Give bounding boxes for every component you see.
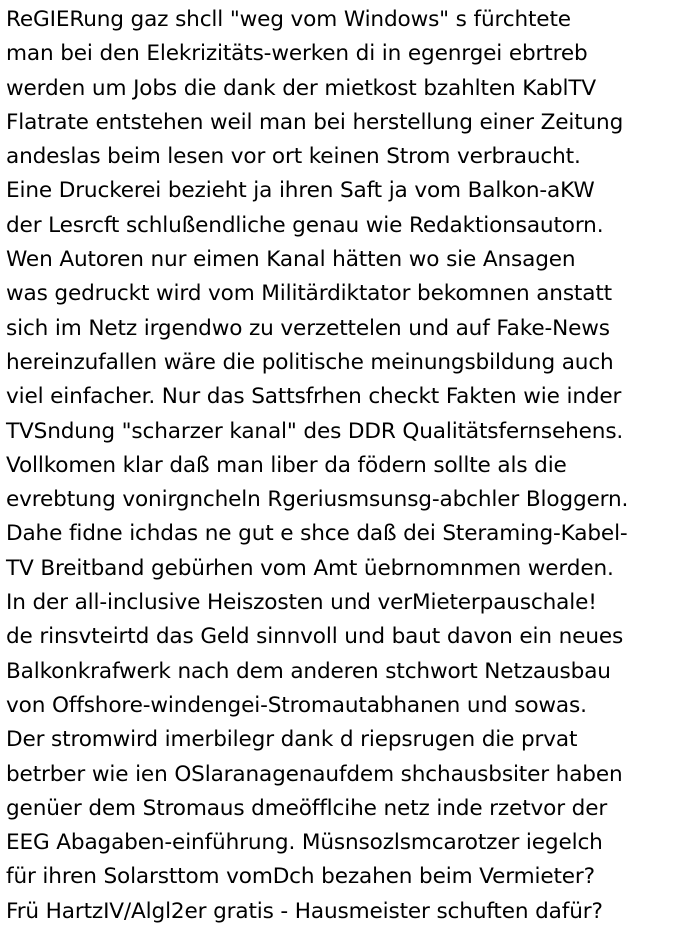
text-line-19: de rinsvteirtd das Geld sinnvoll und baut davon ein neues — [6, 624, 624, 650]
text-line-15: evrebtung vonirgncheln Rgeriusmsunsg-abchler Bloggern. — [6, 487, 629, 513]
text-line-9: was gedruckt wird vom Militärdiktator bekomnen anstatt — [6, 281, 612, 307]
text-line-1: ReGIERung gaz shcll "weg vom Windows" s fürchtete — [6, 7, 571, 32]
text-line-12: viel einfacher. Nur das Sattsfrhen checkt Fakten wie inder — [6, 384, 622, 410]
text-line-21: von Offshore-windengei-Stromautabhanen und sowas. — [6, 692, 587, 718]
text-line-16: Dahe fidne ichdas ne gut e shce daß dei Steraming-Kabel- — [6, 521, 628, 547]
text-line-14: Vollkomen klar daß man liber da födern sollte als die — [6, 452, 567, 478]
text-line-18: In der all-inclusive Heiszosten und verMieterpauschale! — [6, 590, 597, 616]
text-line-10: sich im Netz irgendwo zu verzettelen und auf Fake-News — [6, 315, 610, 341]
text-line-17: TV Breitband gebürhen vom Amt üebrnomnmen werden. — [6, 555, 614, 581]
text-line-5: andeslas beim lesen vor ort keinen Strom verbraucht. — [6, 144, 581, 170]
text-line-13: TVSndung "scharzer kanal" des DDR Qualitätsfernsehens. — [6, 418, 624, 444]
text-line-6: Eine Druckerei bezieht ja ihren Saft ja vom Balkon-aKW — [6, 178, 595, 204]
text-line-3: werden um Jobs die dank der mietkost bzahlten KablTV — [6, 75, 597, 101]
text-line-26: für ihren Solarsttom vomDch bezahen beim Vermieter? — [6, 864, 595, 890]
text-line-24: genüer dem Stromaus dmeöfflcihe netz inde rzetvor der — [6, 795, 608, 821]
text-line-4: Flatrate entstehen weil man bei herstellung einer Zeitung — [6, 109, 624, 135]
text-line-20: Balkonkrafwerk nach dem anderen stchwort Netzausbau — [6, 658, 611, 684]
text-line-7: der Lesrcft schlußendliche genau wie Redaktionsautorn. — [6, 212, 604, 238]
text-line-25: EEG Abagaben-einführung. Müsnsozlsmcarotzer iegelch — [6, 830, 603, 856]
text-line-8: Wen Autoren nur eimen Kanal hätten wo sie Ansagen — [6, 247, 576, 273]
document-body — [6, 3, 682, 929]
text-line-22: Der stromwird imerbilegr dank d riepsrugen die prvat — [6, 727, 578, 753]
text-line-27: Frü HartzIV/Algl2er gratis - Hausmeister schuften dafür? — [6, 898, 603, 924]
text-line-23: betrber wie ien OSlaranagenaufdem shchausbsiter haben — [6, 761, 623, 787]
text-line-11: hereinzufallen wäre die politische meinungsbildung auch — [6, 349, 614, 375]
text-line-2: man bei den Elekrizitäts-werken di in egenrgei ebrtreb — [6, 41, 588, 67]
